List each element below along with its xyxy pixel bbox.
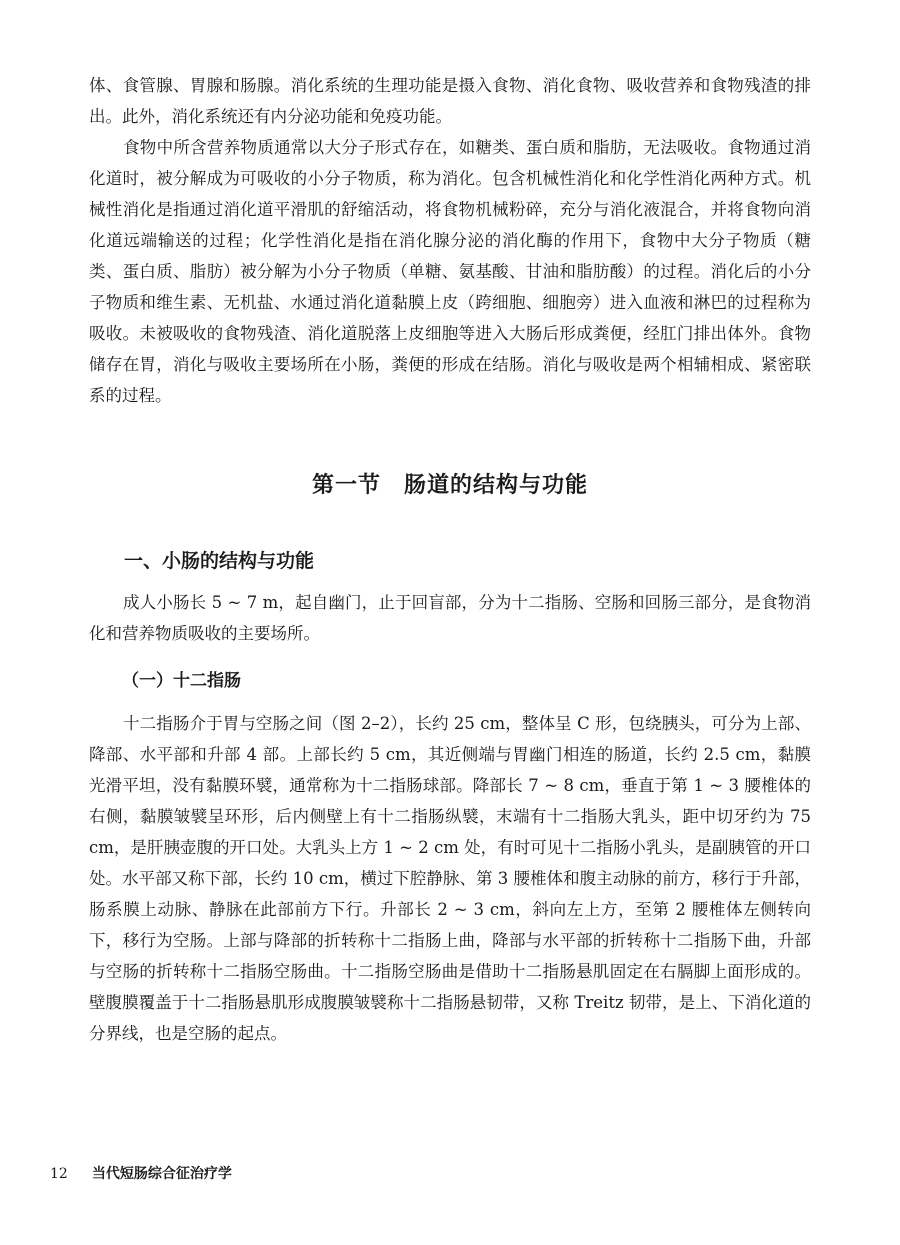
paragraph-digestive-system: 体、食管腺、胃腺和肠腺。消化系统的生理功能是摄入食物、消化食物、吸收营养和食物残渣的排出。此外，消化系统还有内分泌功能和免疫功能。: [89, 76, 811, 126]
page-footer: [50, 1163, 232, 1183]
paragraph-duodenum: 十二指肠介于胃与空肠之间（图 2–2），长约 25 cm，整体呈 C 形，包绕胰头，可分为上部、降部、水平部和升部 4 部。上部长约 5 cm，其近侧端与胃幽门相连的肠道，长约 2.5 cm，黏膜光滑平坦，没有黏膜环襞，通常称为十二指肠球部。降部长 7 ~ 8 cm，垂直于第 1 ~ 3 腰椎体的右侧，黏膜皱襞呈环形，后内侧壁上有十二指肠纵襞，末端有十二指肠大乳头，距中切牙约为 75 cm，是肝胰壶腹的开口处。大乳头上方 1 ~ 2 cm 处，有时可见十二指肠小乳头，是副胰管的开口处。水平部又称下部，长约 10 cm，横过下腔静脉、第 3 腰椎体和腹主动脉的前方，移行于升部，肠系膜上动脉、静脉在此部前方下行。升部长 2 ~ 3 cm，斜向左上方，至第 2 腰椎体左侧转向下，移行为空肠。上部与降部的折转称十二指肠上曲，降部与水平部的折转称十二指肠下曲，升部与空肠的折转称十二指肠空肠曲。十二指肠空肠曲是借助十二指肠悬肌固定在右膈脚上面形成的。壁腹膜覆盖于十二指肠悬肌形成腹膜皱襞称十二指肠悬韧带，又称 Treitz 韧带，是上、下消化道的分界线，也是空肠的起点。: [89, 714, 811, 1043]
page-number: 12: [50, 1166, 68, 1182]
subsubsection-heading: （一）十二指肠: [122, 671, 241, 691]
book-title: 当代短肠综合征治疗学: [91, 1166, 232, 1182]
subsection-heading: 一、小肠的结构与功能: [124, 550, 315, 572]
paragraph-digestion-absorption: 食物中所含营养物质通常以大分子形式存在，如糖类、蛋白质和脂肪，无法吸收。食物通过消化道时，被分解成为可吸收的小分子物质，称为消化。包含机械性消化和化学性消化两种方式。机械性消化是指通过消化道平滑肌的舒缩活动，将食物机械粉碎，充分与消化液混合，并将食物向消化道远端输送的过程；化学性消化是指在消化腺分泌的消化酶的作用下，食物中大分子物质（糖类、蛋白质、脂肪）被分解为小分子物质（单糖、氨基酸、甘油和脂肪酸）的过程。消化后的小分子物质和维生素、无机盐、水通过消化道黏膜上皮（跨细胞、细胞旁）进入血液和淋巴的过程称为吸收。未被吸收的食物残渣、消化道脱落上皮细胞等进入大肠后形成粪便，经肛门排出体外。食物储存在胃，消化与吸收主要场所在小肠，粪便的形成在结肠。消化与吸收是两个相辅相成、紧密联系的过程。: [89, 138, 811, 405]
paragraph-small-intestine: 成人小肠长 5 ~ 7 m，起自幽门，止于回盲部，分为十二指肠、空肠和回肠三部分，是食物消化和营养物质吸收的主要场所。: [89, 593, 811, 643]
section-title: 第一节 肠道的结构与功能: [311, 473, 588, 498]
